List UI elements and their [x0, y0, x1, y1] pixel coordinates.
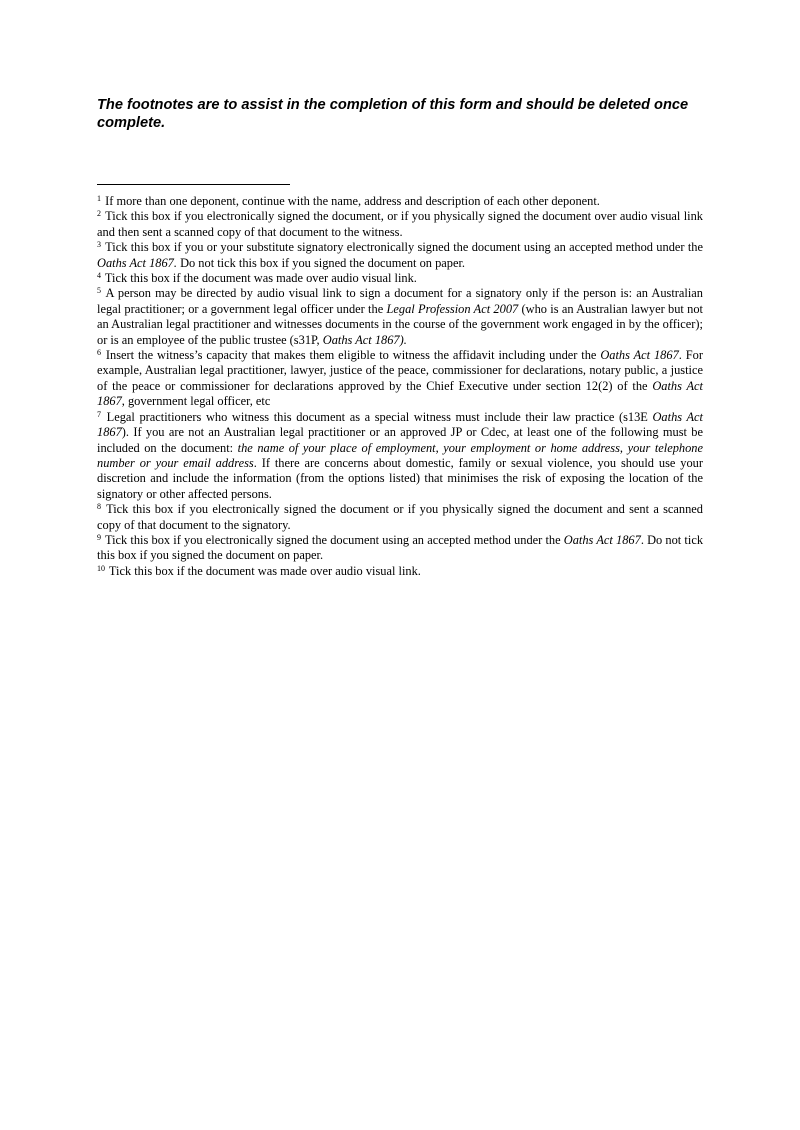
footnote-number: 1 — [97, 194, 101, 203]
footnote-number: 4 — [97, 271, 101, 281]
footnote-text: Tick this box if you electronically signed the document or if you physically signed the document and sent a scanned copy of that document to the signatory. — [97, 502, 703, 532]
footnote-3 — [97, 240, 703, 271]
footnote-text: Legal practitioners who witness this document as a special witness must include their law practice (s13E — [106, 409, 653, 424]
footnote-text: Tick this box if the document was made over audio visual link. — [104, 271, 417, 286]
footnote-text: . For example, Australian legal practitioner, lawyer, justice of the peace, commissioner for declarations, notary public, a justice of the peace or commissioner for declarations approved by the Chief Executive under section 12(2) of the — [97, 348, 703, 393]
footnote-number: 9 — [97, 532, 101, 542]
footnote-italic-text: Oaths Act 1867). — [322, 332, 407, 347]
footnote-italic-text: Oaths Act 1867 — [97, 378, 703, 409]
footnote-italic-text: Oaths Act 1867 — [97, 409, 703, 440]
footnote-text: Tick this box if you or your substitute signatory electronically signed the document using an accepted method under the — [105, 240, 704, 255]
footnote-10 — [97, 564, 703, 579]
footnote-number: 2 — [97, 209, 101, 219]
footnote-italic-text: Oaths Act 1867 — [600, 348, 679, 363]
footnote-text: , government legal officer, etc — [121, 394, 271, 409]
footnote-italic-text: Oaths Act 1867. — [97, 255, 177, 270]
footnote-5 — [97, 286, 703, 348]
footnote-6 — [97, 348, 703, 410]
footnote-number: 7 — [97, 409, 101, 419]
footnote-number: 10 — [97, 563, 105, 573]
footnote-text: Tick this box if you electronically signed the document, or if you physically signed the document over audio visual link and then sent a scanned copy of that document to the witness. — [97, 209, 703, 239]
footnote-9 — [97, 533, 703, 564]
footnote-text: ). If you are not an Australian legal practitioner or an approved JP or Cdec, at least one of the following must be included on the document: — [97, 425, 703, 455]
footnote-text: Insert the witness’s capacity that makes them eligible to witness the affidavit including under the — [105, 348, 601, 363]
footnote-8 — [97, 502, 703, 533]
footnote-1 — [97, 194, 703, 209]
footnote-text: A person may be directed by audio visual link to sign a document for a signatory only if the person is: an Australian legal practitioner; or a government legal officer under the — [97, 286, 703, 316]
footnote-text: . Do not tick this box if you signed the document on paper. — [97, 532, 704, 563]
footnote-text: Tick this box if you electronically signed the document using an accepted method under the — [104, 532, 564, 547]
footnote-italic-text: Oaths Act 1867 — [563, 532, 641, 547]
footnote-text: . If there are concerns about domestic, family or sexual violence, you should use your discretion and include the information (from the options listed) that minimises the risk of exposing the location of the signatory or other affected persons. — [97, 455, 703, 501]
footnote-italic-text: the name of your place of employment, your employment or home address, your telephone number or your email address — [97, 440, 703, 470]
footnote-instruction-notice: The footnotes are to assist in the completion of this form and should be deleted once complete. — [97, 97, 689, 131]
footnote-number: 3 — [97, 240, 101, 250]
footnote-number: 5 — [97, 286, 101, 296]
footnote-number: 8 — [97, 502, 101, 512]
footnote-italic-text: Legal Profession Act 2007 — [386, 301, 519, 316]
footnote-7 — [97, 410, 703, 502]
footnotes-list — [97, 194, 703, 579]
footnote-number: 6 — [97, 348, 101, 358]
footnote-2 — [97, 209, 703, 240]
footnote-text: (who is an Australian lawyer but not an Australian legal practitioner and witnesses documents in the course of the government work engaged in by the officer); or is an employee of the public trustee (s31P, — [97, 301, 703, 347]
footnote-text: Do not tick this box if you signed the document on paper. — [176, 255, 466, 270]
footnote-separator-line — [97, 184, 290, 185]
footnote-4 — [97, 271, 703, 286]
footnote-text: Tick this box if the document was made over audio visual link. — [108, 563, 421, 578]
footnote-text: If more than one deponent, continue with the name, address and description of each other deponent. — [105, 194, 600, 208]
